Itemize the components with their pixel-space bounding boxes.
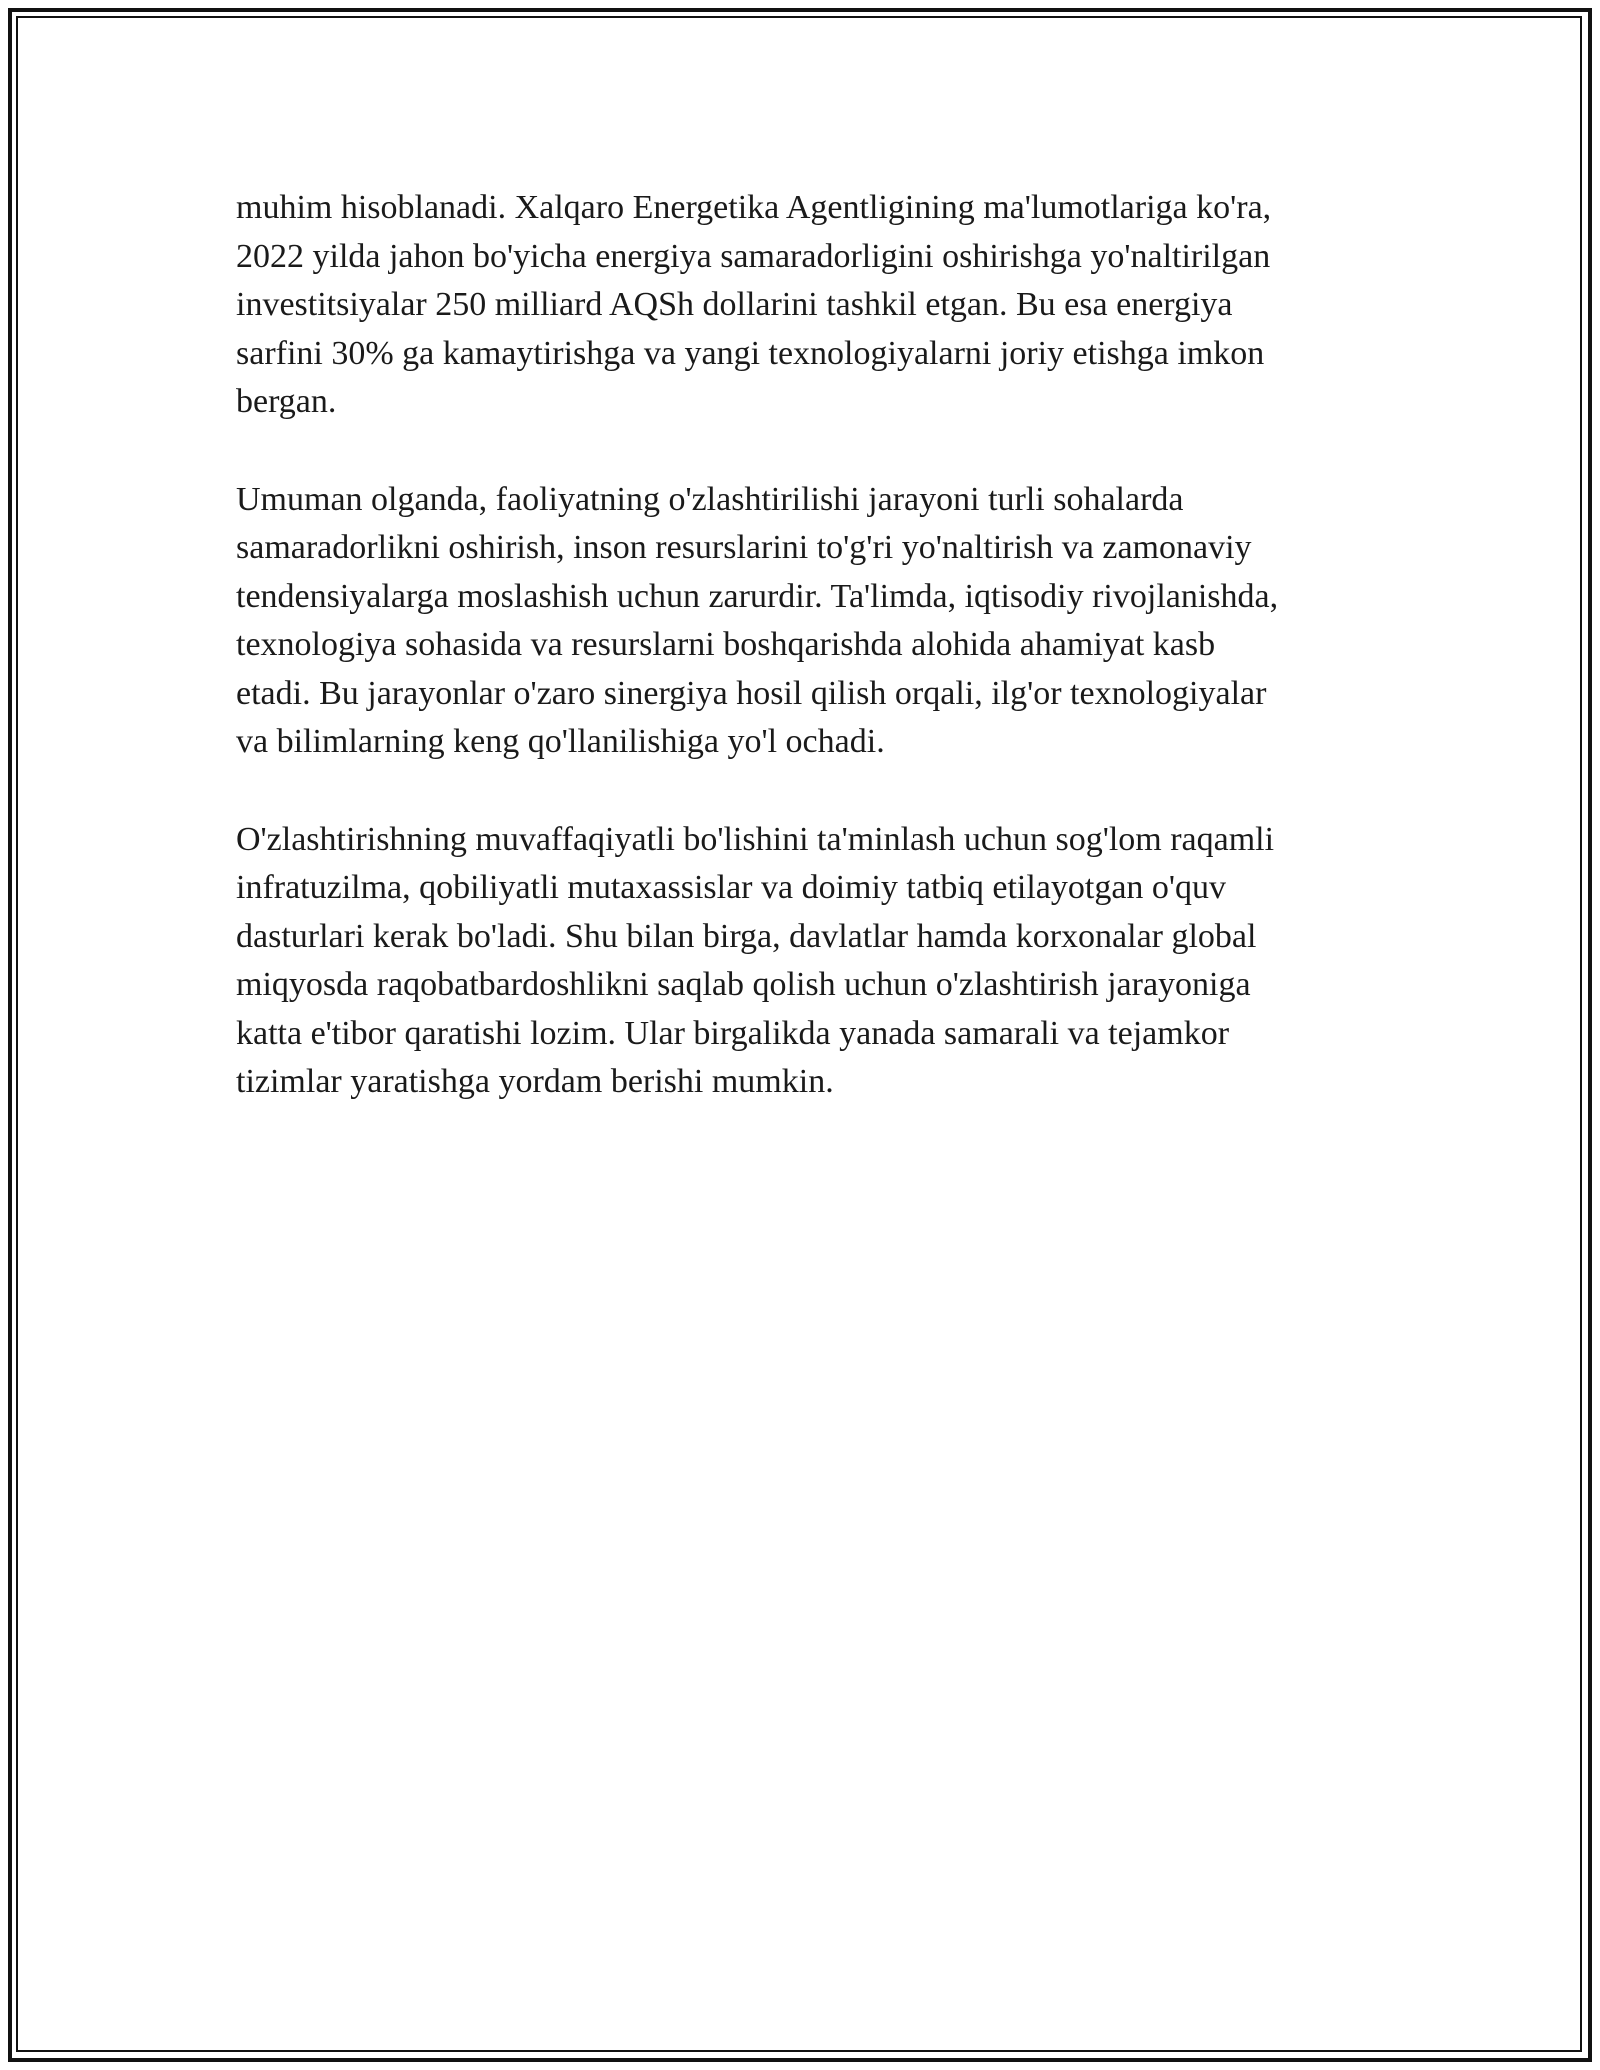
paragraph-success-conditions: O'zlashtirishning muvaffaqiyatli bo'lishini ta'minlash uchun sog'lom raqamli infratuzilma, qobiliyatli mutaxassislar va doimiy tatbiq etilayotgan o'quv dasturlari kerak bo'ladi. Shu bilan birga, davlatlar hamda korxonalar global miqyosda raqobatbardoshlikni saqlab qolish uchun o'zlashtirish jarayoniga katta e'tibor qaratishi lozim. Ular birgalikda yanada samarali va tejamkor tizimlar yaratishga yordam berishi mumkin. <box>236 820 1275 1100</box>
document-body <box>236 184 1376 1156</box>
paragraph-summary: Umuman olganda, faoliyatning o'zlashtirilishi jarayoni turli sohalarda samaradorlikni oshirish, inson resurslarini to'g'ri yo'naltirish va zamonaviy tendensiyalarga moslashish uchun zarurdir. Ta'limda, iqtisodiy rivojlanishda, texnologiya sohasida va resurslarni boshqarishda alohida ahamiyat kasb etadi. Bu jarayonlar o'zaro sinergiya hosil qilish orqali, ilg'or texnologiyalar va bilimlarning keng qo'llanilishiga yo'l ochadi. <box>236 480 1279 760</box>
paragraph-energy-investment: muhim hisoblanadi. Xalqaro Energetika Agentligining ma'lumotlariga ko'ra, 2022 yilda jahon bo'yicha energiya samaradorligini oshirishga yo'naltirilgan investitsiyalar 250 milliard AQSh dollarini tashkil etgan. Bu esa energiya sarfini 30% ga kamaytirishga va yangi texnologiyalarni joriy etishga imkon bergan. <box>236 189 1272 420</box>
